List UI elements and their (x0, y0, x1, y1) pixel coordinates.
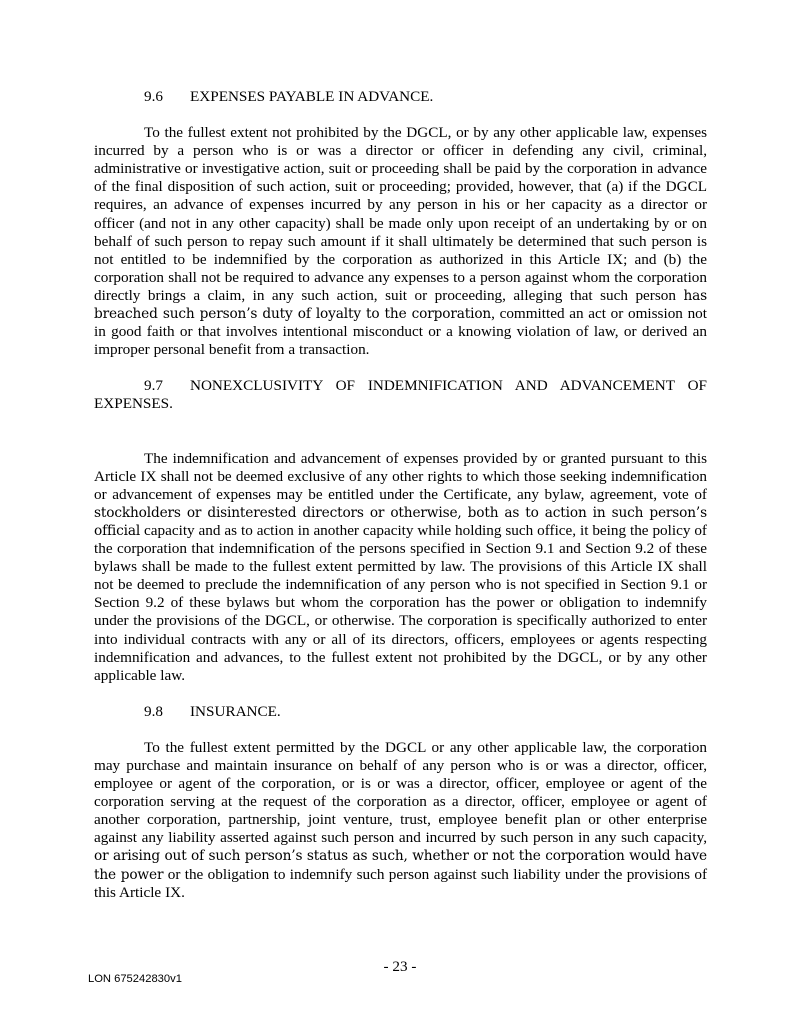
section-body-9-8-lead: To the fullest extent permitted by the DGCL or any other applicable law, the corporation may purchase and maintain insurance on behalf of any person who is or was a director, officer, employee or agent of the corporation, or is or was a director, officer, employee or agent of the corporation serving at the request of the corporation as a director, officer, employee or agent of another corporation, partnership, joint venture, trust, employee benefit plan or other enterprise against any liability asserted against such person and incurred by such person in any such capacity, (94, 738, 707, 847)
section-title-9-6: EXPENSES PAYABLE IN ADVANCE. (190, 88, 434, 105)
paragraph-spacer (94, 685, 707, 703)
heading-justify-stretch (94, 414, 707, 431)
section-number-9-7: 9.7 (144, 377, 163, 395)
section-number-9-8: 9.8 (144, 702, 163, 720)
section-number-9-6: 9.6 (144, 88, 163, 105)
section-body-9-6 (94, 124, 707, 359)
section-title-9-8: INSURANCE. (190, 702, 281, 720)
paragraph-spacer (94, 721, 707, 739)
page-number: - 23 - (383, 958, 417, 975)
section-body-9-6-tail: , committed an act or omission not in good faith or that involves intentional misconduct or a knowing violation of law, or derived an improper personal benefit from a transaction. (94, 305, 707, 359)
section-body-9-8 (94, 739, 707, 902)
section-heading-9-7 (94, 377, 707, 431)
section-body-9-8-tail: or the obligation to indemnify such person against such liability under the provisions of this Article IX. (94, 865, 708, 901)
section-heading-9-8 (94, 703, 707, 721)
paragraph-spacer (94, 359, 707, 377)
section-body-9-7-lead: The indemnification and advancement of expenses provided by or granted pursuant to this Article IX shall not be deemed exclusive of any other rights to which those seeking indemnification or advancement of expenses may be entitled under the Certificate, any bylaw, agreement, vote of (94, 449, 707, 503)
paragraph-spacer (94, 106, 707, 124)
section-body-9-7-tail: capacity and as to action in another capacity while holding such office, it being the policy of the corporation that indemnification of the persons specified in Section 9.1 and Section 9.2 of these bylaws shall be made to the fullest extent permitted by law. The provisions of this Article IX shall not be deemed to preclude the indemnification of any person who is not specified in Section 9.1 or Section 9.2 of these bylaws but whom the corporation has the power or obligation to indemnify under the provisions of the DGCL, or otherwise. The corporation is specifically authorized to enter into individual contracts with any or all of its directors, officers, employees or agents respecting indemnification and advances, to the fullest extent not prohibited by the DGCL, or by any other applicable law. (94, 521, 707, 684)
document-id-footer: LON 675242830v1 (88, 973, 182, 985)
section-title-9-7: NONEXCLUSIVITY OF INDEMNIFICATION AND ADVANCEMENT OF EXPENSES. (94, 377, 707, 413)
document-body (94, 88, 707, 902)
section-heading-9-6 (94, 88, 707, 106)
paragraph-spacer (94, 432, 707, 450)
section-body-9-8-substituted-run: or arising out of such person’s status as such, whether or not the corporation would have the power (94, 848, 707, 883)
section-body-9-6-lead: To the fullest extent not prohibited by the DGCL, or by any other applicable law, expenses incurred by a person who is or was a director or officer in defending any civil, criminal, administrative or investigative action, suit or proceeding shall be paid by the corporation in advance of the final disposition of such action, suit or proceeding; provided, however, that (a) if the DGCL requires, an advance of expenses incurred by any person in his or her capacity as a director or officer (and not in any other capacity) shall be made only upon receipt of an undertaking by or on behalf of such person to repay such amount if it shall ultimately be determined that such person is not entitled to be indemnified by the corporation as authorized in this Article IX; and (b) the corporation shall not be required to advance any expenses to a person against whom the corporation directly brings a claim, in any such action, suit or proceeding, alleging that such person (94, 124, 707, 304)
section-body-9-7-substituted-run: stockholders or disinterested directors or otherwise, both as to action in such person’s official (94, 504, 707, 539)
section-body-9-7 (94, 450, 707, 685)
section-body-9-6-substituted-run: has breached such person’s duty of loyalty to the corporation (94, 287, 707, 323)
